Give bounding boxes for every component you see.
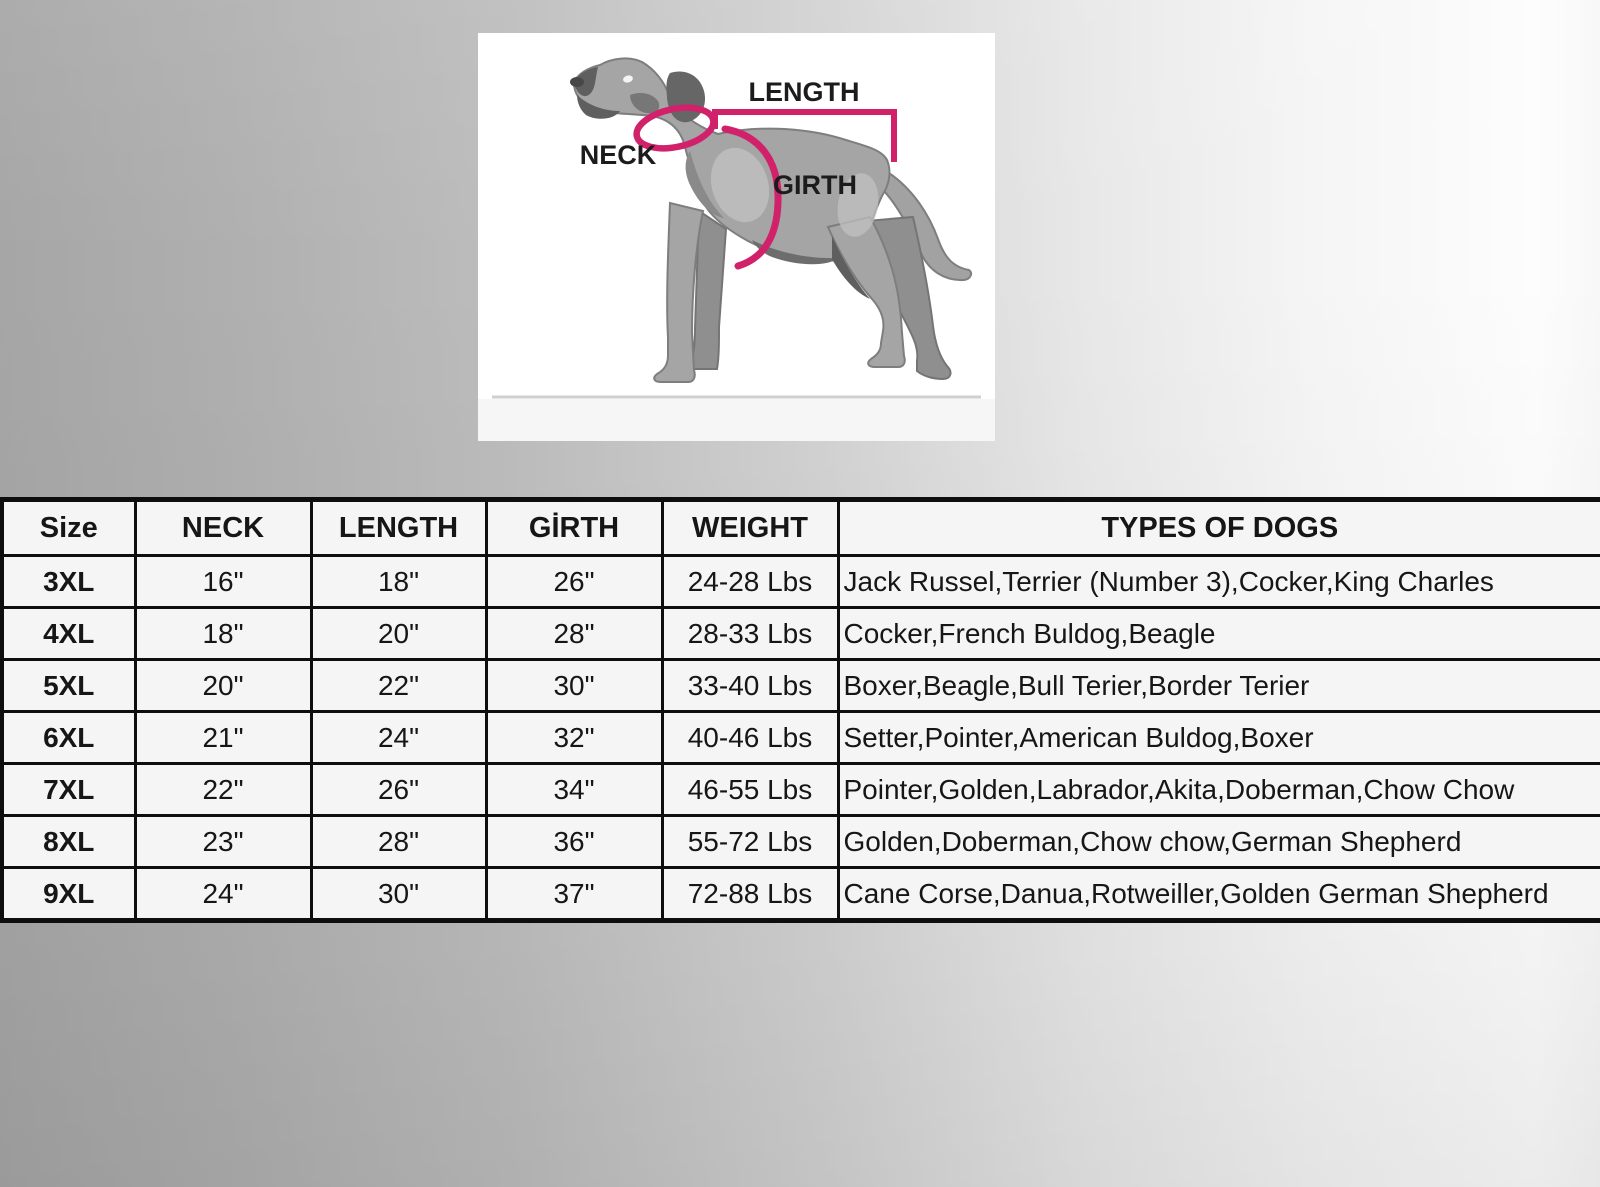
neck-cell: 24" (135, 868, 311, 921)
column-header-neck: NECK (135, 500, 311, 556)
weight-cell: 24-28 Lbs (662, 556, 838, 608)
table-row (2, 556, 1600, 608)
neck-cell: 20" (135, 660, 311, 712)
neck-label: NECK (579, 140, 657, 170)
neck-cell: 16" (135, 556, 311, 608)
table-row (2, 608, 1600, 660)
weight-cell: 72-88 Lbs (662, 868, 838, 921)
dog-ear (666, 72, 705, 123)
dog-types-cell: Pointer,Golden,Labrador,Akita,Doberman,Chow Chow (838, 764, 1600, 816)
dog-types-cell: Cocker,French Buldog,Beagle (838, 608, 1600, 660)
length-cell: 24" (311, 712, 486, 764)
column-header-girth: GİRTH (486, 500, 662, 556)
size-cell: 9XL (2, 868, 135, 921)
neck-cell: 18" (135, 608, 311, 660)
dog-types-cell: Cane Corse,Danua,Rotweiller,Golden German Shepherd (838, 868, 1600, 921)
length-cell: 22" (311, 660, 486, 712)
girth-cell: 32" (486, 712, 662, 764)
length-label: LENGTH (748, 77, 860, 107)
weight-cell: 46-55 Lbs (662, 764, 838, 816)
weight-cell: 40-46 Lbs (662, 712, 838, 764)
dog-nose (570, 77, 584, 87)
table-row (2, 868, 1600, 921)
dog-types-cell: Golden,Doberman,Chow chow,German Shepherd (838, 816, 1600, 868)
dog-types-cell: Jack Russel,Terrier (Number 3),Cocker,King Charles (838, 556, 1600, 608)
neck-cell: 22" (135, 764, 311, 816)
table-row (2, 764, 1600, 816)
size-cell: 5XL (2, 660, 135, 712)
table-row (2, 816, 1600, 868)
size-chart-table (0, 497, 1600, 923)
column-header-weight: WEIGHT (662, 500, 838, 556)
weight-cell: 55-72 Lbs (662, 816, 838, 868)
table-row (2, 712, 1600, 764)
dog-types-cell: Boxer,Beagle,Bull Terier,Border Terier (838, 660, 1600, 712)
size-cell: 4XL (2, 608, 135, 660)
table-row (2, 660, 1600, 712)
size-cell: 8XL (2, 816, 135, 868)
size-cell: 7XL (2, 764, 135, 816)
neck-cell: 23" (135, 816, 311, 868)
girth-cell: 28" (486, 608, 662, 660)
dog-illustration (478, 33, 995, 441)
column-header-length: LENGTH (311, 500, 486, 556)
girth-cell: 34" (486, 764, 662, 816)
girth-label: GIRTH (773, 170, 857, 200)
length-cell: 28" (311, 816, 486, 868)
girth-cell: 30" (486, 660, 662, 712)
girth-cell: 37" (486, 868, 662, 921)
girth-cell: 36" (486, 816, 662, 868)
size-cell: 3XL (2, 556, 135, 608)
header-row (2, 500, 1600, 556)
length-cell: 20" (311, 608, 486, 660)
neck-cell: 21" (135, 712, 311, 764)
weight-cell: 33-40 Lbs (662, 660, 838, 712)
column-header-size: Size (2, 500, 135, 556)
floor-strip (478, 399, 995, 441)
size-cell: 6XL (2, 712, 135, 764)
dog-measurement-diagram (478, 33, 995, 441)
column-header-types-of-dogs: TYPES OF DOGS (838, 500, 1600, 556)
length-cell: 30" (311, 868, 486, 921)
dog-types-cell: Setter,Pointer,American Buldog,Boxer (838, 712, 1600, 764)
girth-cell: 26" (486, 556, 662, 608)
length-cell: 18" (311, 556, 486, 608)
weight-cell: 28-33 Lbs (662, 608, 838, 660)
length-cell: 26" (311, 764, 486, 816)
